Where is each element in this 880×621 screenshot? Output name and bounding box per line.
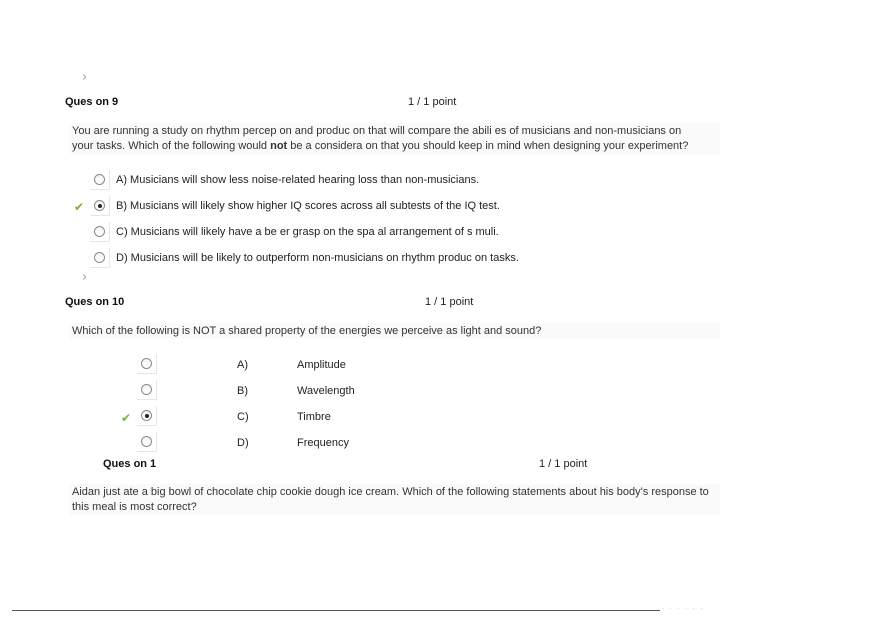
radio-selected-icon[interactable] [94, 200, 105, 211]
chevron-right-icon[interactable]: › [82, 70, 88, 85]
q9-option-b-radio-box[interactable] [90, 196, 110, 216]
q10-option-c-radio-box[interactable] [137, 406, 157, 426]
question-1-text [70, 484, 720, 515]
radio-unselected-icon[interactable] [141, 436, 152, 447]
radio-selected-icon[interactable] [141, 410, 152, 421]
q10-option-b-letter: B) [237, 385, 248, 397]
q10-option-a-letter: A) [237, 359, 248, 371]
question-1-text-line-1: Aidan just ate a big bowl of chocolate chip cookie dough ice cream. Which of the following statements about his body's response to [72, 486, 709, 498]
q10-option-b-label: Wavelength [297, 385, 355, 397]
question-1-text-line-2: this meal is most correct? [72, 501, 197, 513]
question-9-text-part-b: be a considera on that you should keep in mind when designing your experiment? [287, 140, 689, 152]
q10-option-d-radio-box[interactable] [137, 432, 157, 452]
question-1-title: Ques on 1 [103, 458, 157, 470]
q9-option-a-radio-box[interactable] [90, 170, 110, 190]
q9-option-d-label: D) Musicians will be likely to outperform non-musicians on rhythm produc on tasks. [116, 252, 519, 264]
question-9-text-line-1: You are running a study on rhythm percep on and produc on that will compare the abili es of musicians and non-musicians on [72, 125, 682, 137]
q10-option-d-letter: D) [237, 437, 249, 449]
q10-option-b-radio-box[interactable] [137, 380, 157, 400]
question-9-text-part-a: your tasks. Which of the following would [72, 140, 271, 152]
q10-option-c-label: Timbre [297, 411, 331, 423]
q9-option-b-label: B) Musicians will likely show higher IQ scores across all subtests of the IQ test. [116, 200, 500, 212]
question-1-points: 1 / 1 point [539, 458, 588, 470]
question-10-title: Ques on 10 [65, 296, 125, 308]
footer-marks: · · · · · · [662, 606, 705, 612]
question-9-title: Ques on 9 [65, 96, 119, 108]
correct-check-icon: ✔ [121, 411, 132, 425]
question-9-text-emphasis: not [270, 140, 288, 152]
question-10-text: Which of the following is NOT a shared property of the energies we perceive as light and sound? [70, 323, 720, 339]
radio-unselected-icon[interactable] [141, 384, 152, 395]
radio-unselected-icon[interactable] [94, 174, 105, 185]
question-9-points: 1 / 1 point [408, 96, 457, 108]
radio-unselected-icon[interactable] [141, 358, 152, 369]
q10-option-a-radio-box[interactable] [137, 354, 157, 374]
q9-option-a-label: A) Musicians will show less noise-related hearing loss than non-musicians. [116, 174, 480, 186]
question-9-text-line-2 [72, 139, 718, 154]
question-9-text [70, 123, 720, 154]
q10-option-c-letter: C) [237, 411, 249, 423]
radio-unselected-icon[interactable] [94, 252, 105, 263]
q10-option-d-label: Frequency [297, 437, 349, 449]
question-10-points: 1 / 1 point [425, 296, 474, 308]
radio-unselected-icon[interactable] [94, 226, 105, 237]
q9-option-c-radio-box[interactable] [90, 222, 110, 242]
q9-option-d-radio-box[interactable] [90, 248, 110, 268]
q9-option-c-label: C) Musicians will likely have a be er grasp on the spa al arrangement of s muli. [116, 226, 499, 238]
correct-check-icon: ✔ [74, 200, 85, 214]
chevron-right-icon[interactable]: › [82, 270, 88, 285]
footer-divider [12, 610, 660, 611]
q10-option-a-label: Amplitude [297, 359, 346, 371]
